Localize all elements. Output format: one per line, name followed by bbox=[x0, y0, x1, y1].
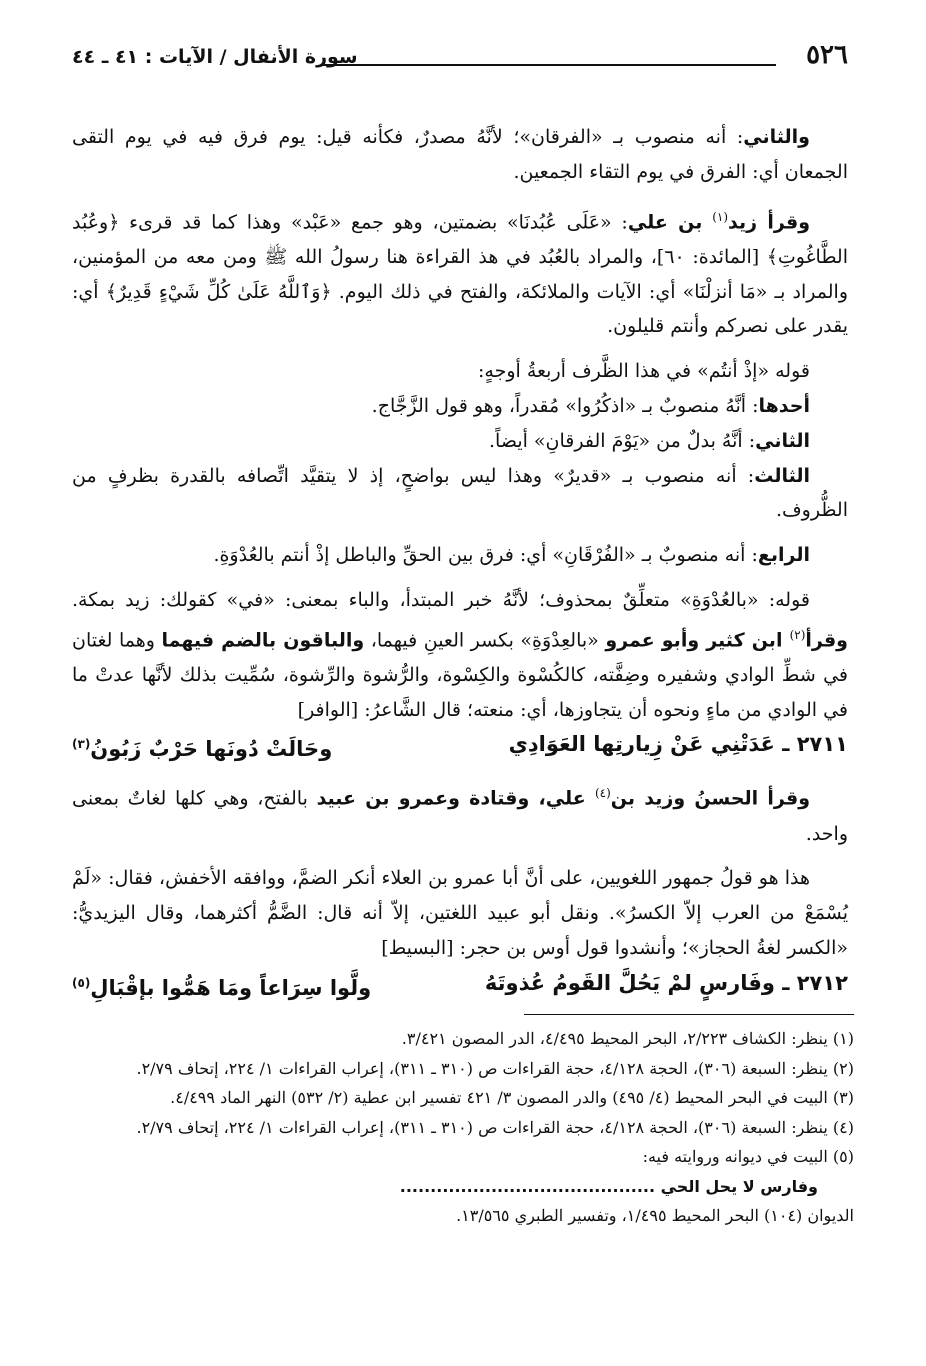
page-header bbox=[72, 38, 848, 72]
header-rule bbox=[322, 64, 776, 66]
footnote-ref: (٥) bbox=[72, 975, 91, 990]
footnote-ref: (٣) bbox=[72, 737, 91, 752]
footnotes bbox=[78, 1024, 854, 1231]
paragraph: الرابع: أنه منصوبٌ بـ «الفُرْقَانِ» أي: فرق بين الحقِّ والباطل إذْ أنتم بالعُدْوَةِ. bbox=[213, 544, 810, 567]
footnote-rule bbox=[524, 1014, 854, 1015]
footnote-ref: (٤) bbox=[594, 786, 611, 801]
paragraph: وقرأ زيد$^{(١)}$ بن علي: «عَلَى عُبُدنَا» بضمتين، وهو جمع «عَبْد» وهذا كما قد قرىء ﴿وعُبُد الطَّاغُوتِ﴾ [المائدة: ٦٠]، والمراد بالعُبُد في هذ القراءة هنا رسولُ الله ﷺ ومن معه من المؤمنين، والمراد بـ «مَا أنزلْنَا» أي: الآيات والملائكة، والفتح في ذلك اليوم. ﴿وَٱللَّهُ عَلَىٰ كُلِّ شَيْءٍ قَدِيرٌ﴾ أي: يقدر على نصركم وأنتم قليلون. bbox=[72, 209, 848, 338]
footnote-verse: وفارس لا يحل الحي .......................................... bbox=[399, 1176, 818, 1196]
footnote-source: الديوان (١٠٤) البحر المحيط ١/٤٩٥، وتفسير الطبري ١٣/٥٦٥. bbox=[456, 1206, 854, 1225]
verse-second-half: ولَّوا سِرَاعاً ومَا هَمُّوا بإقْبَالِ$^{(٥)}$ bbox=[72, 975, 372, 1000]
paragraph: قوله «إذْ أنتُم» في هذا الظَّرف أربعةُ أوجهٍ: bbox=[478, 360, 810, 383]
footnote: (٣) البيت في البحر المحيط (٤/ ٤٩٥) والدر المصون ٣/ ٤٢١ تفسير ابن عطية (٢/ ٥٣٢) النهر الماد ٤/٤٩٩. bbox=[170, 1088, 854, 1107]
verse-first-half: ٢٧١٢ ـ وفَارسٍ لمْ يَحُلَّ القَومُ عُذوتَهُ bbox=[484, 970, 848, 995]
page bbox=[72, 38, 848, 1015]
poetry-verse bbox=[72, 966, 848, 1005]
paragraph: أحدها: أنَّهُ منصوبٌ بـ «اذكُرُوا» مُقدراً، وهو قول الزَّجَّاج. bbox=[371, 394, 810, 417]
paragraph: والثاني: أنه منصوب بـ «الفرقان»؛ لأنَّهُ مصدرٌ، فكأنه قيل: يوم فرق فيه في يوم التقى الجمعان أي: الفرق في يوم التقاء الجمعين. bbox=[72, 126, 848, 183]
page-number: ٥٢٦ bbox=[806, 40, 848, 70]
footnote: (٢) ينظر: السبعة (٣٠٦)، الحجة ٤/١٢٨، حجة القراءات ص (٣١٠ ـ ٣١١)، إعراب القراءات ١/ ٢٢٤، إتحاف ٢/٧٩. bbox=[136, 1058, 854, 1078]
verse-second-half: وحَالَتْ دُونَها حَرْبٌ زَبُونُ$^{(٣)}$ bbox=[72, 737, 333, 762]
paragraph: قوله: «بالعُدْوَةِ» متعلِّقٌ بمحذوف؛ لأنَّهُ خبر المبتدأ، والباء بمعنى: «في» كقولك: زيد بمكة. وقرأ$^{(٢)}$ ابن كثير وأبو عمرو «بالعِدْوَةِ» بكسر العينِ فيهما، والباقون بالضم فيهما وهما لغتان في شطِّ الوادي وشفيره وضِفَّته، كالكُسْوة والكِسْوة، والرُّشوة والرِّشوة، سُمِّيت بذلك لأنَّها عدتْ ما في الوادي من ماءٍ ونحوه أن يتجاوزها، أي: منعته؛ قال الشَّاعرُ: [الوافر] bbox=[72, 588, 848, 721]
footnote: (١) ينظر: الكشاف ٢/٢٢٣، البحر المحيط ٤/٤٩٥، الدر المصون ٣/٤٢١. bbox=[401, 1029, 854, 1048]
footnote: (٤) ينظر: السبعة (٣٠٦)، الحجة ٤/١٢٨، حجة القراءات ص (٣١٠ ـ ٣١١)، إعراب القراءات ١/ ٢٢٤، إتحاف ٢/٧٩. bbox=[136, 1117, 854, 1137]
verse-first-half: ٢٧١١ ـ عَدَتْنِي عَنْ زِيارتِها العَوَادِي bbox=[508, 732, 848, 757]
paragraph: هذا هو قولُ جمهور اللغويين، على أنَّ أبا عمرو بن العلاء أنكر الضمَّ، ووافقه الأخفش، فقال: «لَمْ يُسْمَعْ من العرب إلاّ الكسرُ». ونقل أبو عبيد اللغتين، إلاّ أنه قال: الضَّمُّ أكثرهما، وقال اليزيديُّ: «الكسر لغةُ الحجاز»؛ وأنشدوا قول أوس بن حجر: [البسيط] bbox=[72, 867, 848, 959]
footnote-ref: (١) bbox=[712, 209, 729, 224]
footnote-ref: (٢) bbox=[789, 627, 806, 642]
paragraph: وقرأ الحسنُ وزيد بن$^{(٤)}$ علي، وقتادة وعمرو بن عبيد بالفتح، وهي كلها لغاتٌ بمعنى واحد. bbox=[72, 786, 848, 845]
surah-title: سورة الأنفال / الآيات : ٤١ ـ ٤٤ bbox=[72, 46, 358, 68]
paragraph: الثاني: أنَّهُ بدلٌ من «يَوْمَ الفرقانِ» أيضاً. bbox=[489, 429, 810, 452]
paragraph: الثالث: أنه منصوب بـ «قديرٌ» وهذا ليس بواضحٍ، إذ لا يتقيَّد اتِّصافه بالقدرة بظرفٍ من الظُّروف. bbox=[72, 464, 848, 522]
poetry-verse bbox=[72, 727, 848, 766]
footnote: (٥) البيت في ديوانه وروايته فيه: bbox=[642, 1147, 854, 1166]
main-text bbox=[72, 120, 848, 1005]
